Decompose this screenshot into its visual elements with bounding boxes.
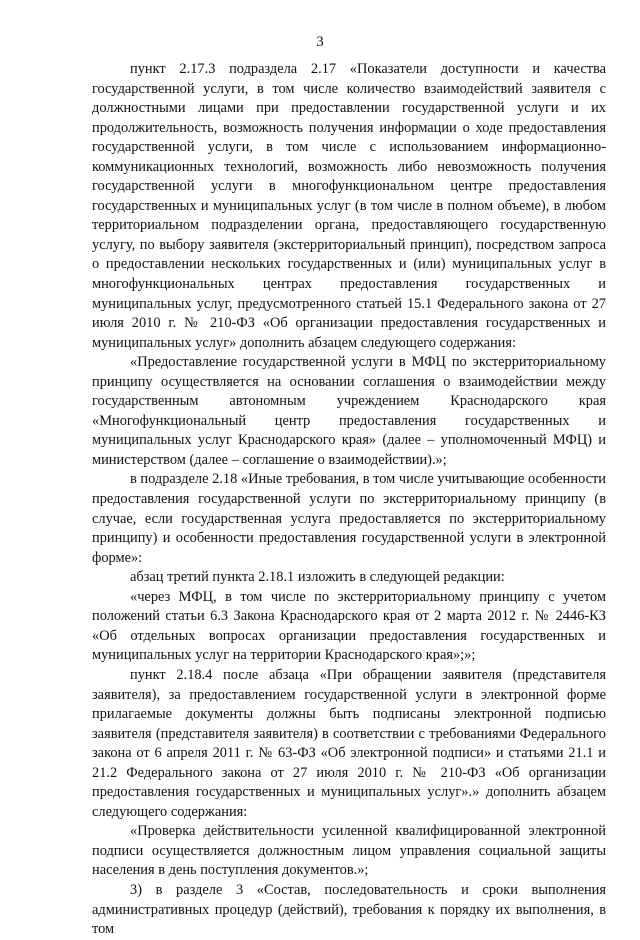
paragraph: абзац третий пункта 2.18.1 изложить в следующей редакции:: [130, 569, 505, 586]
paragraph: «через МФЦ, в том числе по экстерриториальному принципу с учетом положений статьи 6.3 Закона Краснодарского края от 2 марта 2012 г. № 2446-КЗ «Об отдельных вопросах организации предоставления государственных и муниципальных услуг на территории Краснодарского края»;»;: [92, 588, 606, 664]
document-body: [92, 60, 606, 940]
paragraph: «Предоставление государственной услуги в МФЦ по экстерриториальному принципу осуществляется на основании соглашения о взаимодействии между государственным автономным учреждением Краснодарского края «Многофункциональный центр предоставления государственных и муниципальных услуг Краснодарского края» (далее – уполномоченный МФЦ) и министерством (далее – соглашение о взаимодействии).»;: [92, 354, 606, 468]
paragraph: в подразделе 2.18 «Иные требования, в том числе учитывающие особенности предоставления государственной услуги по экстерриториальному принципу (в случае, если государственная услуга предоставляется по экстерриториальному принципу) и особенности предоставления государственной услуги в электронной форме»:: [92, 471, 606, 566]
page-number: 3: [316, 34, 324, 50]
paragraph: пункт 2.17.3 подраздела 2.17 «Показатели доступности и качества государственной услуги, в том числе количество взаимодействий заявителя с должностными лицами при предоставлении государственной услуги и их продолжительность, возможность получения информации о ходе предоставления государственной услуги, в том числе с использованием информационно-коммуникационных технологий, возможность либо невозможность получения государственной услуги в многофункциональном центре предоставления государственных и муниципальных услуг (в том числе в полном объеме), в любом территориальном подразделении органа, предоставляющего государственную услугу, по выбору заявителя (экстерриториальный принцип), посредством запроса о предоставлении нескольких государственных и (или) муниципальных услуг в многофункциональных центрах предоставления государственных и муниципальных услуг, предусмотренного статьей 15.1 Федерального закона от 27 июля 2010 г. № 210-ФЗ «Об организации предоставления государственных и муниципальных услуг» дополнить абзацем следующего содержания:: [92, 61, 606, 351]
paragraph: пункт 2.18.4 после абзаца «При обращении заявителя (представителя заявителя), за предоставлением государственной услуги в электронной форме прилагаемые документы должны быть подписаны электронной подписью заявителя (представителя заявителя) в соответствии с требованиями Федерального закона от 6 апреля 2011 г. № 63-ФЗ «Об электронной подписи» и статьями 21.1 и 21.2 Федерального закона от 27 июля 2010 г. № 210-ФЗ «Об организации предоставления государственных и муниципальных услуг».» дополнить абзацем следующего содержания:: [92, 666, 606, 820]
paragraph: «Проверка действительности усиленной квалифицированной электронной подписи осуществляется должностным лицом управления социальной защиты населения в день поступления документов.»;: [92, 823, 606, 879]
paragraph: 3) в разделе 3 «Состав, последовательность и сроки выполнения административных процедур (действий), требования к порядку их выполнения, в том: [92, 881, 606, 938]
